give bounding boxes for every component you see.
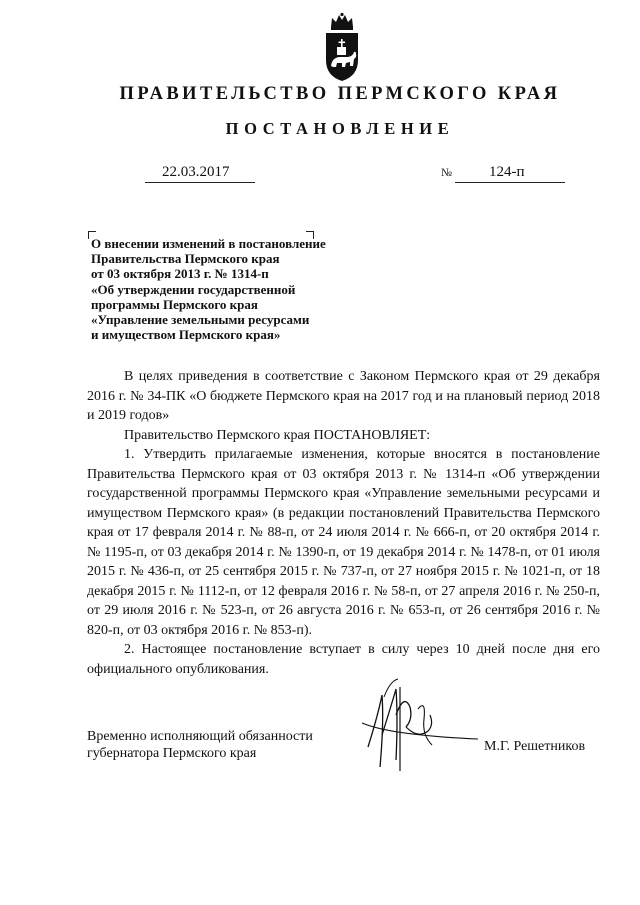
subject-line: «Управление земельными ресурсами xyxy=(91,312,310,328)
handwritten-signature xyxy=(360,675,480,780)
signer-position-line: губернатора Пермского края xyxy=(87,745,257,761)
coat-of-arms-icon xyxy=(322,12,362,82)
number-sign: № xyxy=(441,167,452,179)
document-type-title: ПОСТАНОВЛЕНИЕ xyxy=(225,119,455,138)
signer-name: М.Г. Решетников xyxy=(484,739,586,754)
body-paragraph: 1. Утвердить прилагаемые изменения, которые вносятся в постановление Правительства Пермского края от 03 октября 2013 г. № 1314-п «Об утверждении государственной программы Пермского края «Управление земельными ресурсами и имуществом Пермского края» (в редакции постановлений Правительства Пермского края от 17 февраля 2014 г. № 88-п, от 24 июля 2014 г. № 666-п, от 20 октября 2014 г. № 1195-п, от 03 декабря 2014 г. № 1390-п, от 19 декабря 2014 г. № 1478-п, от 01 июля 2015 г. № 436-п, от 25 сентября 2015 г. № 737-п, от 27 ноября 2015 г. № 1021-п, от 18 декабря 2015 г. № 1112-п, от 12 февраля 2016 г. № 58-п, от 27 апреля 2016 г. № 250-п, от 29 июля 2016 г. № 523-п, от 26 августа 2016 г. № 653-п, от 26 сентября 2016 г. № 820-п, от 03 октября 2016 г. № 853-п). xyxy=(87,447,600,638)
subject-line: и имуществом Пермского края» xyxy=(91,327,281,343)
organization-title: ПРАВИТЕЛЬСТВО ПЕРМСКОГО КРАЯ xyxy=(119,84,561,104)
number-underline xyxy=(455,182,565,183)
body-paragraph: Правительство Пермского края ПОСТАНОВЛЯЕТ: xyxy=(124,427,431,443)
subject-line: от 03 октября 2013 г. № 1314-п xyxy=(91,266,269,282)
signer-position-line: Временно исполняющий обязанности xyxy=(87,729,313,744)
subject-line: Правительства Пермского края xyxy=(91,251,280,267)
date-field xyxy=(145,164,255,184)
signer-position xyxy=(87,729,347,762)
document-date: 22.03.2017 xyxy=(162,164,230,180)
document-subject xyxy=(91,236,381,342)
subject-line: программы Пермского края xyxy=(91,296,258,312)
body-paragraph: 2. Настоящее постановление вступает в силу через 10 дней после дня его официального опубликования. xyxy=(87,642,600,677)
document-number: 124-п xyxy=(489,164,525,180)
date-underline xyxy=(145,182,255,183)
document-body xyxy=(87,367,600,679)
number-field xyxy=(441,164,565,184)
body-paragraph: В целях приведения в соответствие с Законом Пермского края от 29 декабря 2016 г. № 34-ПК «О бюджете Пермского края на 2017 год и на плановый период 2018 и 2019 годов» xyxy=(87,369,600,423)
subject-line: О внесении изменений в постановление xyxy=(91,236,326,251)
subject-line: «Об утверждении государственной xyxy=(91,281,296,297)
